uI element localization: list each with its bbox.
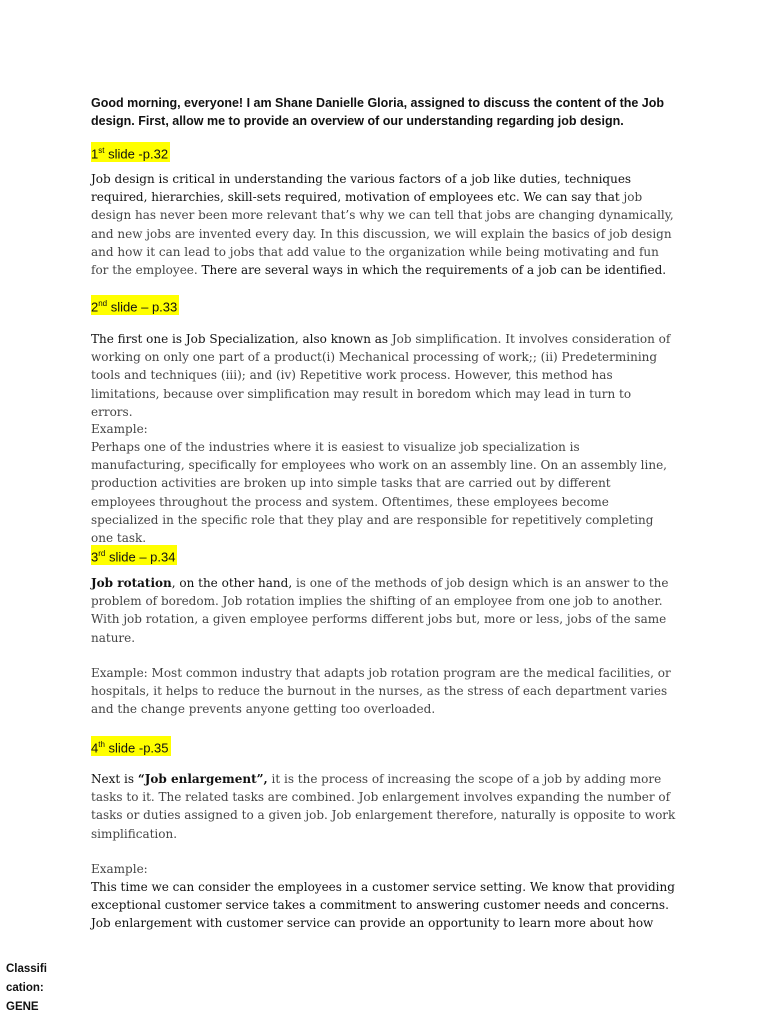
slide-heading-3 (91, 545, 177, 565)
slide3-example: Example: Most common industry that adapts job rotation program are the medical facilities, or hospitals, it helps to reduce the burnout in the nurses, as the stress of each department varies and the change prevents anyone getting too overloaded. (91, 666, 671, 717)
slide1-paragraph (91, 170, 676, 279)
slide4-example-label: Example: (91, 862, 148, 876)
text-run: Next is (91, 772, 138, 786)
slide-page-ref: slide – p.33 (107, 299, 178, 315)
slide2-paragraph (91, 330, 676, 421)
text-run: is one of the methods of job design which is an answer to the problem of boredom. Job rotation implies the shifting of an employee from one job to another. With job rotation, a given employee performs different jobs but, more or less, jobs of the same nature. (91, 576, 669, 645)
slide2-example: Perhaps one of the industries where it is easiest to visualize job specialization is manufacturing, specifically for employees who work on an assembly line. On an assembly line, production activities are broken up into simple tasks that are carried out by different employees throughout the process and system. Oftentimes, these employees become specialized in the specific role that they play and are responsible for repetitively completing one task. (91, 440, 667, 546)
slide-number: 2 (91, 299, 99, 315)
bold-term: “Job enlargement”, (137, 772, 268, 786)
text-run: Job design is critical in understanding the various factors of a job like duties, techniques required, hierarchies, skill-sets required, motivation of employees etc. We can say that (91, 172, 632, 205)
slide-number: 1 (91, 146, 99, 162)
slide-heading-1 (91, 142, 170, 162)
text-run: The first one is Job Specialization, also known as (91, 332, 389, 346)
slide3-paragraph (91, 574, 676, 647)
slide-ordinal: rd (98, 549, 106, 558)
slide-page-ref: slide – p.34 (105, 549, 176, 565)
text-run: Job simplification. It involves consideration of working on only one part of a product(i) Mechanical processing of work;; (ii) Predetermining tools and techniques (iii); and (iv) Repetitive work process. However, this method has limitations, because over simplification may result in boredom which may lead in turn to errors. (91, 332, 671, 419)
slide-ordinal: th (98, 740, 105, 749)
slide2-example-label: Example: (91, 422, 148, 436)
slide-heading-4 (91, 736, 171, 756)
intro-paragraph: Good morning, everyone! I am Shane Danielle Gloria, assigned to discuss the content of the Job design. First, allow me to provide an overview of our understanding regarding job design. (91, 96, 665, 128)
slide-number: 4 (91, 740, 99, 756)
text-run: it is the process of increasing the scope of a job by adding more tasks to it. The related tasks are combined. Job enlargement involves expanding the number of tasks or duties assigned to a given job. Job enlargement therefore, naturally is opposite to work simplification. (91, 772, 676, 841)
slide4-paragraph (91, 770, 676, 843)
classification-label: Classification: GENE (6, 963, 47, 1013)
text-run: , on the other hand, (171, 576, 293, 590)
slide-page-ref: slide -p.32 (104, 146, 169, 162)
text-run: There are several ways in which the requirements of a job can be identified. (197, 263, 667, 278)
text-run: job design has never been more relevant that’s why we can tell that jobs are changing dynamically, and new jobs are invented every day. In this discussion, we will explain the basics of job design and how it can lead to jobs that add value to the organization while being motivating and fun for the employee. (91, 190, 674, 278)
slide-ordinal: st (98, 146, 105, 155)
slide4-example: This time we can consider the employees in a customer service setting. We know that providing exceptional customer service takes a commitment to answering customer needs and concerns. Job enlargement with customer service can provide an opportunity to learn more about how (91, 880, 675, 931)
slide-number: 3 (91, 549, 99, 565)
slide-page-ref: slide -p.35 (104, 740, 169, 756)
slide-ordinal: nd (98, 299, 108, 308)
bold-term: Job rotation (91, 576, 172, 590)
slide-heading-2 (91, 295, 179, 315)
